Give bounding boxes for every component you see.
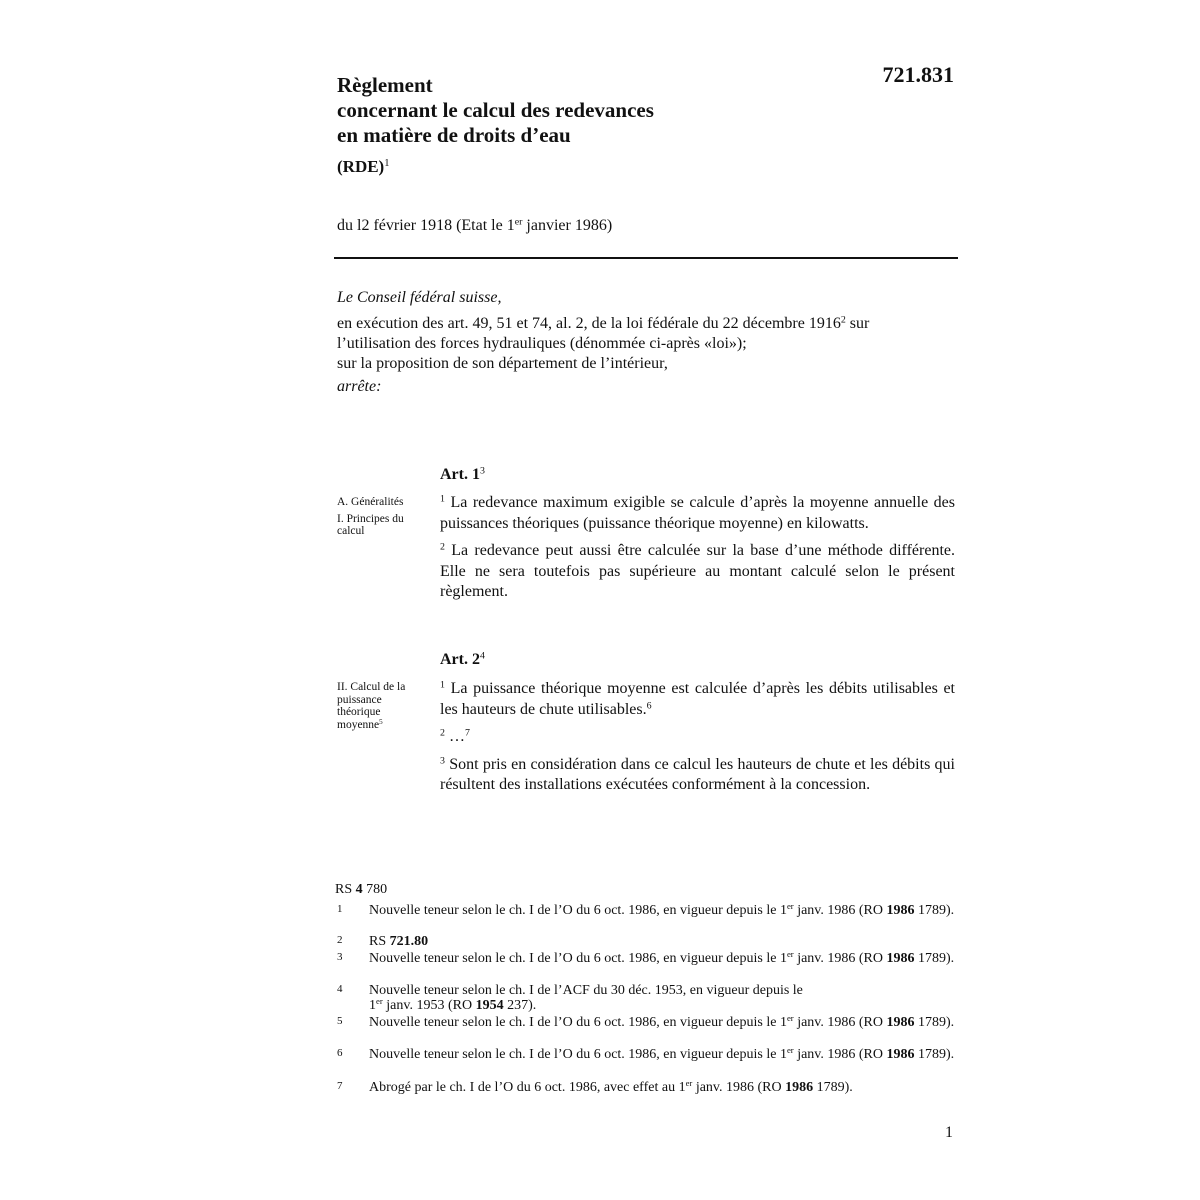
art2-para-2-footnote-ref[interactable]: 7 — [464, 727, 470, 739]
footnote-1 — [337, 903, 957, 918]
art2-para-3-num: 3 — [440, 755, 445, 767]
art1-margin-2: I. Principes du calcul — [337, 512, 404, 537]
footnote-3-text — [369, 951, 957, 966]
preamble-decree: arrête: — [337, 378, 382, 395]
fn1-sup: er — [786, 901, 794, 912]
fn7-b: janv. 1986 (RO — [692, 1080, 786, 1095]
footnote-rs-reference — [335, 882, 387, 898]
fn6-bold: 1986 — [886, 1047, 915, 1062]
art2-margin-note — [337, 681, 421, 731]
fn7-bold: 1986 — [785, 1080, 814, 1095]
art1-para-2-text: La redevance peut aussi être calculée sur la base d’une méthode différente. Elle ne sera toutefois pas supérieure au montant calculé selon le présent règlement. — [440, 542, 955, 600]
art1-para-2 — [440, 541, 955, 603]
art1-para-2-num: 2 — [440, 541, 445, 553]
art1-para-1 — [440, 493, 955, 534]
fn3-sup: er — [786, 949, 794, 960]
fn6-sup: er — [786, 1045, 794, 1056]
fn5-a: Nouvelle teneur selon le ch. I de l’O du 6 oct. 1986, en vigueur depuis le 1 — [369, 1015, 787, 1030]
art2-para-2-num: 2 — [440, 727, 445, 739]
art2-para-1-text: La puissance théorique moyenne est calculée d’après les débits utilisables et les hauteurs de chute utilisables. — [440, 680, 955, 718]
footnote-1-num: 1 — [337, 903, 343, 915]
fn1-c: 1789). — [914, 903, 955, 918]
fn-rs-tail: 780 — [362, 882, 388, 897]
fn4-c: janv. 1953 (RO — [382, 998, 476, 1013]
abbr-footnote-ref[interactable]: 1 — [384, 158, 390, 170]
fn4-b: 1 — [369, 998, 376, 1013]
page-number: 1 — [945, 1124, 953, 1141]
preamble-line-1 — [337, 314, 957, 334]
fn5-bold: 1986 — [886, 1015, 915, 1030]
fn-rs-prefix: RS — [335, 882, 356, 897]
title-line-3: en matière de droits d’eau — [337, 123, 571, 147]
preamble — [337, 288, 957, 397]
fn3-b: janv. 1986 (RO — [793, 951, 887, 966]
abbr-text: (RDE) — [337, 157, 385, 176]
footnote-2-text — [369, 934, 957, 949]
date-tail: janvier 1986) — [522, 217, 613, 234]
title-line-2: concernant le calcul des redevances — [337, 98, 654, 122]
art1-title — [440, 466, 485, 484]
fn2-a: RS — [369, 934, 390, 949]
document-date — [337, 217, 612, 235]
fn2-bold: 721.80 — [389, 934, 429, 949]
footnote-4-num: 4 — [337, 983, 343, 995]
fn6-b: janv. 1986 (RO — [793, 1047, 887, 1062]
footnote-4 — [337, 983, 957, 1013]
fn3-bold: 1986 — [886, 951, 915, 966]
fn4-sup: er — [376, 996, 383, 1007]
art2-margin-footnote-ref[interactable]: 5 — [379, 717, 383, 726]
art2-para-1-num: 1 — [440, 679, 445, 691]
art2-para-2 — [440, 727, 955, 748]
art2-margin-text: II. Calcul de la puissance théorique moyenne — [337, 681, 406, 731]
art2-para-3-text: Sont pris en considération dans ce calcul les hauteurs de chute et les débits qui résultent des installations exécutées conformément à la concession. — [440, 755, 955, 793]
fn4-bold: 1954 — [475, 998, 504, 1013]
fn1-a: Nouvelle teneur selon le ch. I de l’O du 6 oct. 1986, en vigueur depuis le 1 — [369, 903, 787, 918]
art1-footnote-ref[interactable]: 3 — [479, 465, 485, 477]
preamble-authority: Le Conseil fédéral suisse, — [337, 289, 502, 306]
fn4-a: Nouvelle teneur selon le ch. I de l’ACF du 30 déc. 1953, en vigueur depuis le — [369, 983, 803, 998]
preamble-line-2: l’utilisation des forces hydrauliques (dénommée ci-après «loi»); — [337, 335, 747, 352]
rs-number: 721.831 — [882, 62, 954, 87]
title-abbreviation — [337, 154, 857, 179]
title-line-1: Règlement — [337, 73, 433, 97]
footnote-4-text — [369, 983, 957, 1013]
preamble-line-1-tail: sur — [845, 315, 870, 332]
art2-para-3 — [440, 755, 955, 796]
art1-para-1-num: 1 — [440, 493, 445, 505]
footnote-5-num: 5 — [337, 1015, 343, 1027]
fn3-c: 1789). — [914, 951, 955, 966]
art1-title-text: Art. 1 — [440, 466, 480, 483]
art2-para-1 — [440, 679, 955, 720]
date-sup: er — [514, 216, 523, 228]
art2-body — [440, 679, 955, 803]
fn1-b: janv. 1986 (RO — [793, 903, 887, 918]
fn5-b: janv. 1986 (RO — [793, 1015, 887, 1030]
fn1-bold: 1986 — [886, 903, 915, 918]
art2-title — [440, 651, 485, 669]
footnote-2-num: 2 — [337, 934, 343, 946]
art2-para-2-text: … — [444, 728, 465, 745]
art2-para-1-footnote-ref[interactable]: 6 — [646, 700, 652, 712]
header-divider — [334, 257, 958, 259]
art1-body — [440, 493, 955, 610]
footnote-3-num: 3 — [337, 951, 343, 963]
footnote-6 — [337, 1047, 957, 1062]
footnote-6-num: 6 — [337, 1047, 343, 1059]
footnote-6-text — [369, 1047, 957, 1062]
footnote-3 — [337, 951, 957, 966]
fn7-sup: er — [685, 1078, 693, 1089]
footnote-7 — [337, 1080, 957, 1095]
preamble-line-3: sur la proposition de son département de l’intérieur, — [337, 355, 668, 372]
fn6-a: Nouvelle teneur selon le ch. I de l’O du 6 oct. 1986, en vigueur depuis le 1 — [369, 1047, 787, 1062]
fn6-c: 1789). — [914, 1047, 955, 1062]
fn7-c: 1789). — [813, 1080, 853, 1095]
footnote-7-num: 7 — [337, 1080, 343, 1092]
date-text: du l2 février 1918 (Etat le 1 — [337, 217, 515, 234]
art2-title-text: Art. 2 — [440, 651, 480, 668]
footnote-2 — [337, 934, 957, 949]
preamble-line-1-text: en exécution des art. 49, 51 et 74, al. 2, de la loi fédérale du 22 décembre 1916 — [337, 315, 841, 332]
fn5-c: 1789). — [914, 1015, 955, 1030]
art1-para-1-text: La redevance maximum exigible se calcule d’après la moyenne annuelle des puissances théoriques (puissance théorique moyenne) en kilowatts. — [440, 494, 955, 532]
fn-rs-bold: 4 — [355, 882, 363, 897]
fn4-d: 237). — [503, 998, 537, 1013]
art1-margin-1: A. Généralités — [337, 496, 404, 508]
footnote-7-text — [369, 1080, 957, 1095]
footnote-1-text — [369, 903, 957, 918]
art1-margin-notes — [337, 496, 421, 538]
footnote-5-text — [369, 1015, 957, 1030]
fn7-a: Abrogé par le ch. I de l’O du 6 oct. 1986, avec effet au 1 — [369, 1080, 686, 1095]
fn3-a: Nouvelle teneur selon le ch. I de l’O du 6 oct. 1986, en vigueur depuis le 1 — [369, 951, 787, 966]
fn5-sup: er — [786, 1013, 794, 1024]
document-title — [337, 73, 857, 179]
preamble-footnote-ref[interactable]: 2 — [840, 314, 846, 326]
footnote-5 — [337, 1015, 957, 1030]
art2-footnote-ref[interactable]: 4 — [479, 650, 485, 662]
